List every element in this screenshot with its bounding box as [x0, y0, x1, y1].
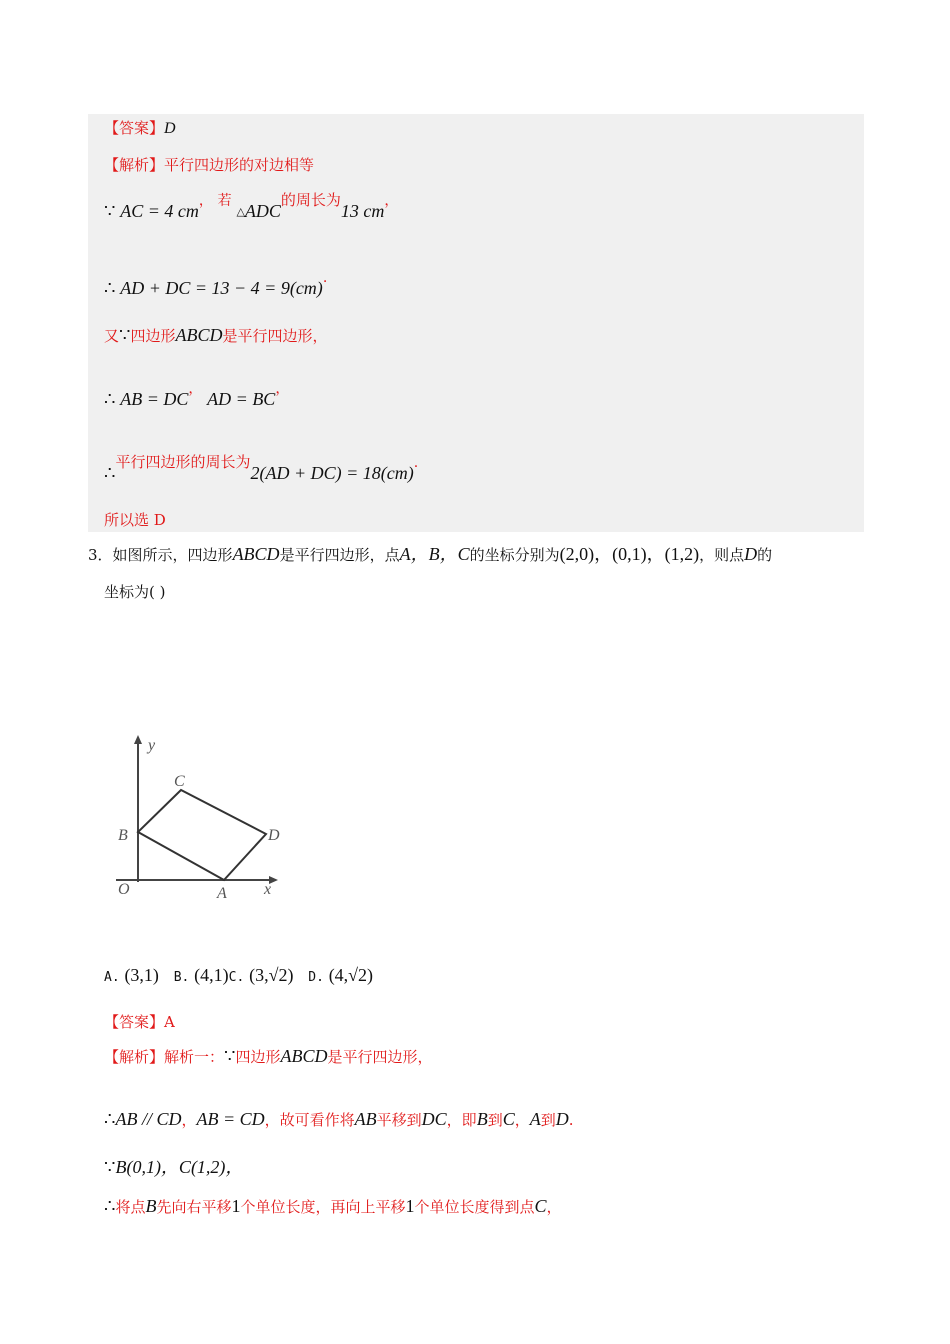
analysis2-line4: [104, 1194, 562, 1219]
analysis2-line1: [104, 1044, 433, 1069]
number: 1: [231, 1196, 241, 1216]
question3-line2: 坐标为( ): [104, 583, 166, 601]
comma: ，: [546, 1198, 562, 1216]
points-coords-expr: B(0,1)，C(1,2)，: [115, 1157, 244, 1177]
d-expr: D: [555, 1109, 569, 1129]
translation-text: ，故可看作将: [264, 1111, 355, 1129]
comma: ，: [275, 381, 290, 397]
point-d-label: D: [268, 827, 280, 844]
therefore-symbol: ∴: [104, 1109, 116, 1129]
because-symbol: ∵: [104, 201, 116, 221]
question-number: 3．: [88, 546, 113, 564]
therefore-symbol: ∴: [104, 278, 116, 298]
ad-dc-expr: AD + DC = 13 − 4 = 9: [120, 278, 290, 298]
option-a-value: (3,1): [124, 965, 159, 985]
c-expr: C: [534, 1196, 547, 1216]
analysis1-line2: [104, 270, 328, 303]
text: 到: [540, 1111, 556, 1129]
quad-text: 四边形: [130, 327, 176, 345]
text: 到: [487, 1111, 503, 1129]
analysis2-line3: [104, 1154, 243, 1181]
b-expr: B: [145, 1196, 157, 1216]
parallelogram-abcd: [138, 790, 266, 880]
analysis2-line2: [104, 1106, 574, 1133]
answer2-value: A: [164, 1013, 175, 1031]
x-label: x: [264, 881, 272, 898]
answer2-label: 【答案】: [104, 1013, 165, 1031]
text: 将点: [115, 1198, 146, 1216]
text: ，即: [446, 1111, 477, 1129]
analysis1-text: 平行四边形的对边相等: [164, 156, 315, 174]
option-a-label: A.: [104, 970, 120, 985]
analysis2-intro: 解析一：: [164, 1048, 225, 1066]
option-c-value: (3,√2): [249, 965, 294, 985]
ac-expr: AC = 4 cm: [120, 201, 199, 221]
period: .: [413, 455, 419, 471]
comma: ，: [384, 193, 399, 209]
because-symbol: ∵: [104, 1157, 116, 1177]
period: .: [322, 270, 328, 286]
option-b-value: (4,1): [194, 965, 229, 985]
analysis1-line4: [104, 381, 290, 414]
ruo-text: 若: [217, 193, 232, 209]
option-d-label: D.: [308, 970, 324, 985]
answer1-value: D: [164, 120, 176, 137]
parallelogram-diagram: [108, 732, 298, 917]
therefore-symbol: ∴: [104, 1196, 116, 1216]
you-text: 又: [104, 327, 120, 345]
answer1-line: [104, 118, 176, 139]
parallelogram-text: 是平行四边形，: [222, 327, 328, 345]
ad-bc-expr: AD = BC: [207, 389, 276, 409]
therefore-symbol: ∴: [104, 389, 116, 409]
analysis1-line: [104, 155, 314, 175]
period: .: [568, 1111, 574, 1129]
question-text: 如图所示，四边形: [112, 546, 233, 564]
because-symbol: ∵: [224, 1046, 236, 1066]
points-expr: A，B，C: [399, 544, 470, 564]
question-text: 是平行四边形，点: [279, 546, 400, 564]
origin-label: O: [118, 881, 130, 898]
abcd-expr: ABCD: [280, 1046, 328, 1066]
comma: ，: [198, 193, 213, 209]
analysis1-line1: [104, 191, 399, 227]
analysis1-line3: [104, 323, 328, 348]
point-c-label: C: [174, 773, 185, 790]
b-expr: B: [476, 1109, 488, 1129]
number: 1: [405, 1196, 415, 1216]
question-text: ，则点: [699, 546, 745, 564]
because-symbol: ∵: [119, 325, 131, 345]
parallel-expr: AB // CD: [115, 1109, 182, 1129]
triangle-symbol: △: [236, 205, 245, 218]
analysis2-label: 【解析】: [104, 1048, 165, 1066]
analysis1-label: 【解析】: [104, 156, 165, 174]
a-expr: A: [529, 1109, 541, 1129]
ab-expr: AB: [354, 1109, 377, 1129]
perimeter-text: 平行四边形的周长为: [115, 453, 251, 471]
point-b-label: B: [118, 827, 128, 844]
question3-line1: [88, 542, 772, 567]
coords-expr: (2,0)，(0,1)，(1,2): [559, 544, 700, 564]
text: 个单位长度，再向上平移: [240, 1198, 406, 1216]
dc-expr: DC: [421, 1109, 447, 1129]
option-d-value: (4,√2): [328, 965, 374, 985]
comma: ，: [181, 1111, 197, 1129]
parallelogram-text: 是平行四边形，: [327, 1048, 433, 1066]
y-label: y: [148, 737, 156, 754]
abcd-expr: ABCD: [175, 325, 223, 345]
text: 先向右平移: [156, 1198, 232, 1216]
c-expr: C: [502, 1109, 515, 1129]
ab-dc-expr: AB = DC: [120, 389, 189, 409]
therefore-symbol: ∴: [104, 463, 116, 483]
abcd-expr: ABCD: [232, 544, 280, 564]
y-axis-arrow: [134, 735, 142, 744]
option-c-label: C.: [228, 970, 245, 985]
d-expr: D: [744, 544, 758, 564]
options-line: [104, 962, 373, 991]
perimeter-expr: 2(AD + DC) = 18(cm): [250, 463, 414, 483]
text: 个单位长度得到点: [414, 1198, 535, 1216]
perimeter-text: 的周长为: [280, 191, 341, 209]
option-b-label: B.: [173, 970, 190, 985]
answer1-label: 【答案】: [104, 119, 165, 137]
question-text: 的坐标分别为: [469, 546, 560, 564]
question-text: 的: [757, 546, 773, 564]
analysis1-line5: [104, 453, 419, 488]
text: 平移到: [376, 1111, 422, 1129]
point-a-label: A: [217, 885, 227, 902]
equal-expr: AB = CD: [196, 1109, 265, 1129]
text: ，: [514, 1111, 530, 1129]
adc-expr: ADC: [244, 201, 281, 221]
perimeter-value: 13 cm: [340, 201, 385, 221]
answer2-line: [104, 1012, 175, 1032]
analysis1-conclusion: 所以选 D: [104, 511, 166, 529]
quad-text: 四边形: [235, 1048, 281, 1066]
comma: ，: [188, 381, 203, 397]
unit: (cm): [289, 278, 323, 298]
